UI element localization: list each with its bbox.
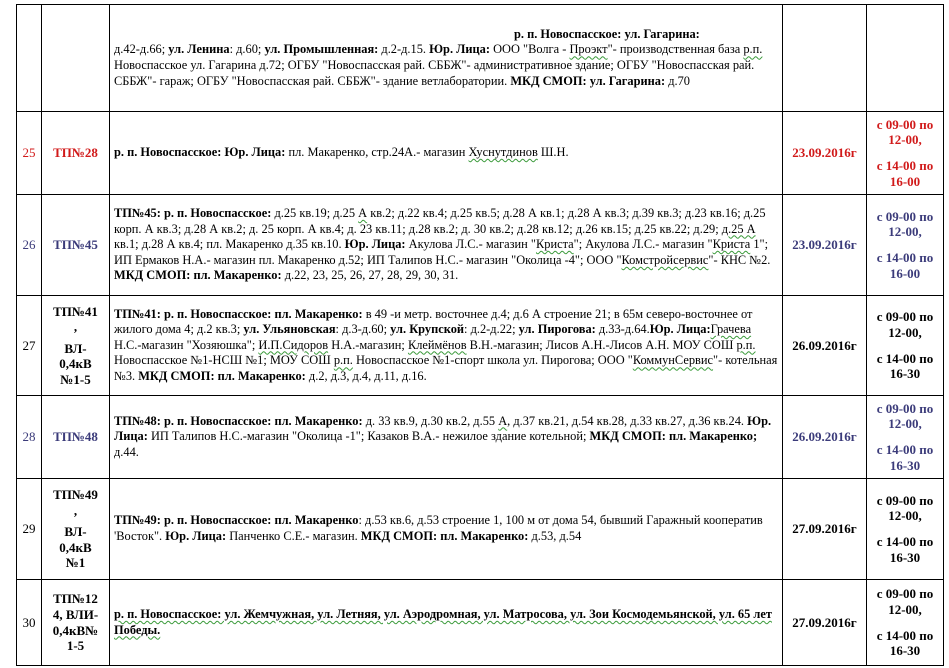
table-row	[17, 112, 944, 195]
row-number: 25	[17, 112, 42, 195]
outage-date: 23.09.2016г	[783, 112, 867, 195]
table-row	[17, 296, 944, 396]
address-list	[110, 112, 783, 195]
substation-cell: ТП№48	[42, 396, 110, 479]
row-number: 29	[17, 479, 42, 580]
substation-cell: ТП№45	[42, 195, 110, 296]
time-afternoon: с 14-00 по 16-30	[876, 534, 934, 565]
outage-date: 27.09.2016г	[783, 479, 867, 580]
time-morning: с 09-00 по 12-00,	[876, 400, 934, 432]
address-text: ТП№49: р. п. Новоспасское: пл. Макаренко: д.53 кв.6, д.53 строение 1, 100 м от дома 54, бывший Гаражный кооператив 'Восток". Юр. Лица: Панченко С.Е.- магазин. МКД СМОП: пл. Макаренко: д.53, д.54	[114, 513, 763, 543]
outage-date: 27.09.2016г	[783, 580, 867, 666]
address-text: ТП№45: р. п. Новоспасское: д.25 кв.19; д.25 А кв.2; д.22 кв.4; д.25 кв.5; д.28 А кв.1; д.28 А кв.3; д.39 кв.3; д.23 кв.16; д.25 корп. А кв.3; д.28 А кв.2; д. 25 корп. А кв.4; д. 23 кв.11; д.28 кв.2; д. 30 кв.2; д.28 кв.12; д.26 кв.15; д.25 кв.22; д.29; д.25 А кв.1; д.28 А кв.4; пл. Макаренко д.35 кв.10. Юр. Лица: Акулова Л.С.- магазин "Криста"; Акулова Л.С.- магазин "Криста 1"; ИП Ермаков Н.А.- магазин пл. Макаренко д.52; ИП Талипов Н.С.- магазин "Околица -4"; ООО "Комстройсервис"- КНС №2. МКД СМОП: пл. Макаренко: д.22, 23, 25, 26, 27, 28, 29, 30, 31.	[114, 206, 771, 283]
address-heading: р. п. Новоспасское: ул. Гагарина:	[514, 26, 700, 41]
outage-date: 26.09.2016г	[783, 396, 867, 479]
address-text: р. п. Новоспасское: ул. Жемчужная, ул. Летняя, ул. Аэродромная, ул. Матросова, ул. Зои Космодемьянской, ул. 65 лет Победы.	[114, 606, 772, 637]
address-list	[110, 396, 783, 479]
row-number: 30	[17, 580, 42, 666]
time-morning: с 09-00 по 12-00,	[876, 309, 934, 340]
address-list	[110, 296, 783, 396]
table-row	[17, 479, 944, 580]
time-morning: с 09-00 по 12-00,	[876, 208, 934, 240]
time-afternoon: с 14-00 по 16-00	[876, 158, 934, 189]
outage-date: 26.09.2016г	[783, 296, 867, 396]
table-row	[17, 580, 944, 666]
outage-date: 23.09.2016г	[783, 195, 867, 296]
row-number: 27	[17, 296, 42, 396]
address-text: ТП№48: р. п. Новоспасское: пл. Макаренко: д. 33 кв.9, д.30 кв.2, д.55 А, д.37 кв.21, д.54 кв.28, д.33 кв.27, д.36 кв.24. Юр. Лица: ИП Талипов Н.С.-магазин "Околица -1"; Казаков В.А.- нежилое здание котельной; МКД СМОП: пл. Макаренко; д.44.	[114, 413, 772, 459]
row-number: 28	[17, 396, 42, 479]
time-morning: с 09-00 по 12-00,	[876, 586, 934, 617]
row-number	[17, 5, 42, 112]
substation-cell: ТП№28	[42, 112, 110, 195]
time-afternoon: с 14-00 по 16-30	[876, 442, 934, 473]
address-list	[110, 5, 783, 112]
address-list	[110, 479, 783, 580]
outage-time	[867, 195, 944, 296]
time-afternoon: с 14-00 по 16-30	[876, 350, 934, 382]
table-row	[17, 195, 944, 296]
time-morning: с 09-00 по 12-00,	[876, 492, 934, 524]
table-row	[17, 396, 944, 479]
outage-time	[867, 112, 944, 195]
time-afternoon: с 14-00 по 16-30	[876, 627, 934, 659]
address-text: д.42-д.66; ул. Ленина: д.60; ул. Промышленная: д.2-д.15. Юр. Лица: ООО "Волга - Проэкт"- производственная база р.п. Новоспасское ул. Гагарина д.72; ОГБУ "Новоспасская рай. СББЖ"- административное здание; ОГБУ "Новоспасская рай. СББЖ"- гараж; ОГБУ "Новоспасская рай. СББЖ"- здание ветлаборатории. МКД СМОП: ул. Гагарина: д.70	[114, 42, 763, 88]
time-afternoon: с 14-00 по 16-00	[876, 250, 934, 281]
outage-time	[867, 296, 944, 396]
substation-cell	[42, 5, 110, 112]
address-list	[110, 195, 783, 296]
time-morning: с 09-00 по 12-00,	[876, 116, 934, 148]
address-list	[110, 580, 783, 666]
outage-time	[867, 396, 944, 479]
outage-time	[867, 580, 944, 666]
substation-cell: ТП№49 , ВЛ- 0,4кВ №1	[42, 479, 110, 580]
outage-time	[867, 479, 944, 580]
table-row	[17, 5, 944, 112]
outage-schedule-table	[16, 4, 944, 666]
outage-time	[867, 5, 944, 112]
substation-cell: ТП№41 , ВЛ- 0,4кВ №1-5	[42, 296, 110, 396]
outage-date	[783, 5, 867, 112]
substation-cell: ТП№12 4, ВЛИ- 0,4кВ№ 1-5	[42, 580, 110, 666]
address-text: р. п. Новоспасское: Юр. Лица: пл. Макаренко, стр.24А.- магазин Хуснутдинов Ш.Н.	[114, 145, 569, 160]
address-text: ТП№41: р. п. Новоспасское: пл. Макаренко: в 49 -и метр. восточнее д.4; д.6 А строение 21; в 65м северо-восточнее от жилого дома 4; д.2 кв.3; ул. Ульяновская: д.3-д.60; ул. Крупской: д.2-д.22; ул. Пирогова: д.33-д.64.Юр. Лица:Грачева Н.С.-магазин "Хозяюшка"; И.П.Сидоров Н.А.-магазин; Клеймёнов В.Н.-магазин; Лисов А.Н.-Лисов А.Н. МОУ СОШ р.п. Новоспасское №1-НСШ №1; МОУ СОШ р.п. Новоспасское №1-спорт школа ул. Пирогова; ООО "КоммунСервис"- котельная №3. МКД СМОП: пл. Макаренко: д.2, д.3, д.4, д.11, д.16.	[114, 306, 778, 383]
row-number: 26	[17, 195, 42, 296]
